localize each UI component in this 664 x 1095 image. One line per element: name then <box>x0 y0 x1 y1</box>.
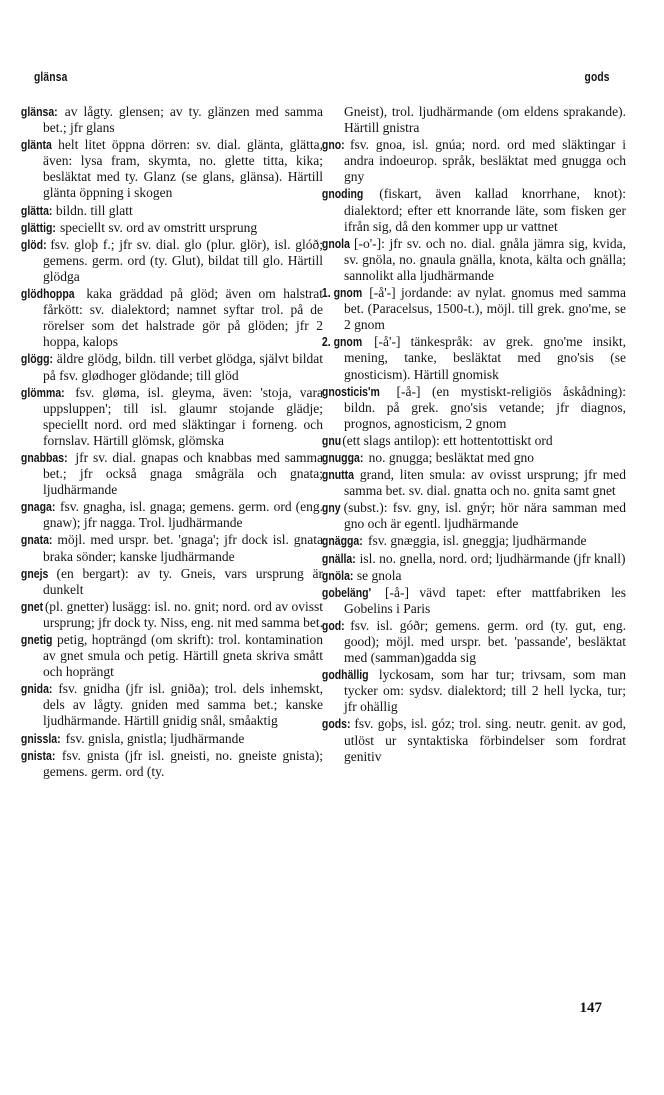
entry-headword: gny <box>321 501 341 516</box>
entry-headword: glögg: <box>20 352 53 367</box>
dictionary-entry <box>20 747 324 780</box>
entry-headword: gnola <box>321 236 350 251</box>
entry-text: kaka gräddad på glöd; även om halstrat fårkött: sv. dialektord; namnet syftar trol. på de rörelser som det halstrade gör på glöden; jfr 2 hoppa, kalops <box>43 286 324 350</box>
entry-text: lyckosam, som har tur; trivsam, som man tycker om: sydsv. dialektord; till 2 hell lycka, tur; jfr ohällig <box>344 667 627 715</box>
entry-headword: glänsa: <box>20 105 58 119</box>
dictionary-entry <box>321 334 627 382</box>
dictionary-entry <box>332 104 626 136</box>
dictionary-entry <box>321 285 627 333</box>
entry-text: bildn. till glatt <box>55 202 133 218</box>
entry-text: fsv. gnista (jfr isl. gneisti, no. gneiste gnista); gemens. germ. ord (ty. <box>43 747 324 779</box>
entry-headword: glätta: <box>20 203 53 218</box>
dictionary-entry <box>321 617 627 666</box>
entry-headword: glänta <box>20 138 52 153</box>
entry-text: [-å'-] jordande: av nylat. gnomus med samma bet. (Paracelsus, 1500-t.), möjl. till grek. gno'me, se 2 gnom <box>344 285 627 333</box>
entry-text: Gneist), trol. ljudhärmande (om eldens sprakande). Härtill gnistra <box>344 104 626 136</box>
entry-text: (ett slags antilop): ett hottentottiskt ord <box>342 432 553 448</box>
entry-headword: gnata: <box>20 533 53 548</box>
entry-text: fsv. gnidha (jfr isl. gniða); trol. dels inhemskt, dels av lågty. gniden med samma bet.; kanske ljudhärmande. Härtill gnidig snål, småaktig <box>43 681 324 729</box>
dictionary-entry <box>321 467 626 499</box>
dictionary-entry <box>20 219 323 236</box>
entry-headword: glödhoppa <box>20 287 75 302</box>
running-head-left: glänsa <box>34 70 68 84</box>
dictionary-entry <box>321 235 627 284</box>
dictionary-entry <box>321 533 626 549</box>
dictionary-entry <box>321 667 627 715</box>
dictionary-entry <box>321 186 626 234</box>
right-column <box>321 104 627 766</box>
entry-headword: gnet <box>20 599 44 614</box>
dictionary-entry <box>321 567 626 584</box>
entry-text: möjl. med urspr. bet. 'gnaga'; jfr dock isl. gnata braka sönder; kanske ljudhärmande <box>43 532 324 564</box>
entry-text: fsv. goþs, isl. góz; trol. sing. neutr. genit. av god, utlöst ur syntaktiska förbindelser som fordrat genitiv <box>344 716 627 764</box>
entry-headword: gnälla: <box>321 551 356 566</box>
entry-headword: glömma: <box>20 385 65 400</box>
entry-headword: gnista: <box>20 748 56 763</box>
entry-text: no. gnugga; besläktat med gno <box>368 449 535 465</box>
left-column <box>20 104 324 781</box>
entry-text: fsv. isl. góðr; gemens. germ. ord (ty. gut, eng. good); möjl. med urspr. bet. 'passande', besläktat med (samman)gadda sig <box>344 617 627 666</box>
dictionary-entry <box>20 137 323 201</box>
dictionary-entry <box>20 351 323 383</box>
dictionary-entry <box>20 681 324 729</box>
dictionary-entry <box>20 104 324 136</box>
entry-headword: gnutta <box>321 468 354 483</box>
entry-text: fsv. gnæggia, isl. gneggja; ljudhärmande <box>367 533 587 549</box>
entry-headword: gnaga: <box>20 500 56 515</box>
dictionary-entry <box>20 730 323 747</box>
entry-headword: 2. gnom <box>321 335 363 350</box>
entry-headword: god: <box>321 618 345 633</box>
entry-headword: gnugga: <box>321 450 364 465</box>
dictionary-entry <box>321 550 626 567</box>
entry-text: [-å-] vävd tapet: efter mattfabriken les Gobelins i Paris <box>344 584 626 616</box>
dictionary-entry <box>321 383 627 432</box>
entry-text: fsv. gnisla, gnistla; ljudhärmande <box>65 730 245 746</box>
entry-headword: glöd: <box>20 237 47 252</box>
entry-headword: gnu <box>321 433 342 448</box>
entry-headword: gnissla: <box>20 731 61 746</box>
running-head-right: gods <box>584 70 610 84</box>
dictionary-entry <box>20 598 323 631</box>
dictionary-entry <box>20 202 323 219</box>
entry-text: speciellt sv. ord av omstritt ursprung <box>60 219 258 235</box>
entry-headword: gno: <box>321 138 345 153</box>
entry-headword: gnejs <box>20 566 49 581</box>
entry-headword: gnetig <box>20 633 53 647</box>
entry-headword: gnoding <box>321 187 364 202</box>
entry-headword: gnabbas: <box>20 450 68 465</box>
dictionary-entry <box>321 584 626 617</box>
entry-text: (fiskart, även kallad knorrhane, knot): dialektord; efter ett knorrande läte, som fisken ger ifrån sig, då den kommer upp ur vattnet <box>344 186 626 234</box>
entry-text: helt litet öppna dörren: sv. dial. glänta, glätta, även: lysa fram, skymta, no. glette titta, kika; besläktat med ty. Glanz (se glans, glänsa). Härtill glänta öppning i skogen <box>43 137 323 201</box>
entry-text: (subst.): fsv. gny, isl. gnýr; hör nära samman med gno och är egentl. ljudhärmande <box>343 500 626 532</box>
entry-headword: gods: <box>321 717 351 732</box>
entry-headword: gnosticis'm <box>321 384 380 399</box>
entry-headword: gnöla: <box>321 568 354 583</box>
entry-text: av lågty. glensen; av ty. glänzen med samma bet.; jfr glans <box>43 104 324 136</box>
entry-text: fsv. gnagha, isl. gnaga; gemens. germ. ord (eng. gnaw); jfr nagga. Trol. ljudhärmande <box>43 499 323 531</box>
entry-text: fsv. gnoa, isl. gnúa; nord. ord med släktingar i andra indoeurop. språk, besläktat med gnugga och gny <box>344 137 626 185</box>
entry-headword: glättig: <box>20 220 56 235</box>
entry-text: se gnola <box>356 567 402 583</box>
entry-text: (en bergart): av ty. Gneis, vars ursprung är dunkelt <box>43 565 324 597</box>
dictionary-entry <box>321 449 626 466</box>
dictionary-entry <box>20 632 323 680</box>
entry-headword: gobeläng' <box>321 585 372 600</box>
entry-text: fsv. gløma, isl. gleyma, även: 'stoja, vara uppsluppen'; till isl. glaumr stojande glädje; speciellt nord. ord med släktingar i forneng. och fornslav. Härtill glömsk, glömska <box>43 384 324 448</box>
dictionary-entry <box>20 565 324 598</box>
dictionary-entry <box>20 532 324 564</box>
entry-text: petig, hopträngd (om skrift): trol. kontamination av gnet smula och petig. Härtill gneta skriva smått och hoprängt <box>43 632 323 680</box>
entry-text: fsv. gloþ f.; jfr sv. dial. glo (plur. glör), isl. glóð; gemens. germ. ord (ty. Glut), bildat till glo. Härtill glödga <box>43 236 324 284</box>
entry-headword: 1. gnom <box>321 286 363 301</box>
dictionary-entry <box>20 286 324 350</box>
entry-text: [-o'-]: jfr sv. och no. dial. gnåla jämra sig, kvida, sv. gnöla, no. gnaula gnälla, knota, kälta och gnälla; sannolikt alla ljudhärmande <box>344 235 627 283</box>
entry-text: grand, liten smula: av ovisst ursprung; jfr med samma bet. sv. dial. gnatta och no. gnita samt gnet <box>344 467 626 499</box>
dictionary-entry <box>20 384 324 449</box>
entry-headword: gnägga: <box>321 534 363 549</box>
entry-text: [-å-] (en mystiskt-religiös åskådning): bildn. på grek. gno'sis vetande; jfr diagnos, prognos, agnosticism, 2 gnom <box>344 383 627 431</box>
entry-text: [-å'-] tänkespråk: av grek. gno'me insikt, mening, tanke, besläktat med gno'sis (se gnosticism). Härtill gnomisk <box>344 334 627 382</box>
dictionary-entry <box>321 137 626 185</box>
dictionary-entry <box>321 432 626 449</box>
entry-text: isl. no. gnella, nord. ord; ljudhärmande (jfr knall) <box>359 550 626 566</box>
dictionary-entry <box>20 236 324 285</box>
entry-text: jfr sv. dial. gnapas och knabbas med samma bet.; jfr också gnaga smågräla och gnata; ljudhärmande <box>43 449 323 498</box>
dictionary-entry <box>20 449 323 498</box>
entry-text: äldre glödg, bildn. till verbet glödga, självt bildat på fsv. glødhoger glödande; till glöd <box>43 351 323 383</box>
dictionary-entry <box>321 500 626 532</box>
entry-headword: gnida: <box>20 682 53 697</box>
entry-text: (pl. gnetter) lusägg: isl. no. gnit; nord. ord av ovisst ursprung; jfr dock ty. Niss, eng. nit med samma bet. <box>43 598 323 630</box>
page-number: 147 <box>579 1000 602 1016</box>
dictionary-entry <box>321 716 627 764</box>
entry-headword: godhällig <box>321 668 369 683</box>
dictionary-entry <box>20 499 323 531</box>
